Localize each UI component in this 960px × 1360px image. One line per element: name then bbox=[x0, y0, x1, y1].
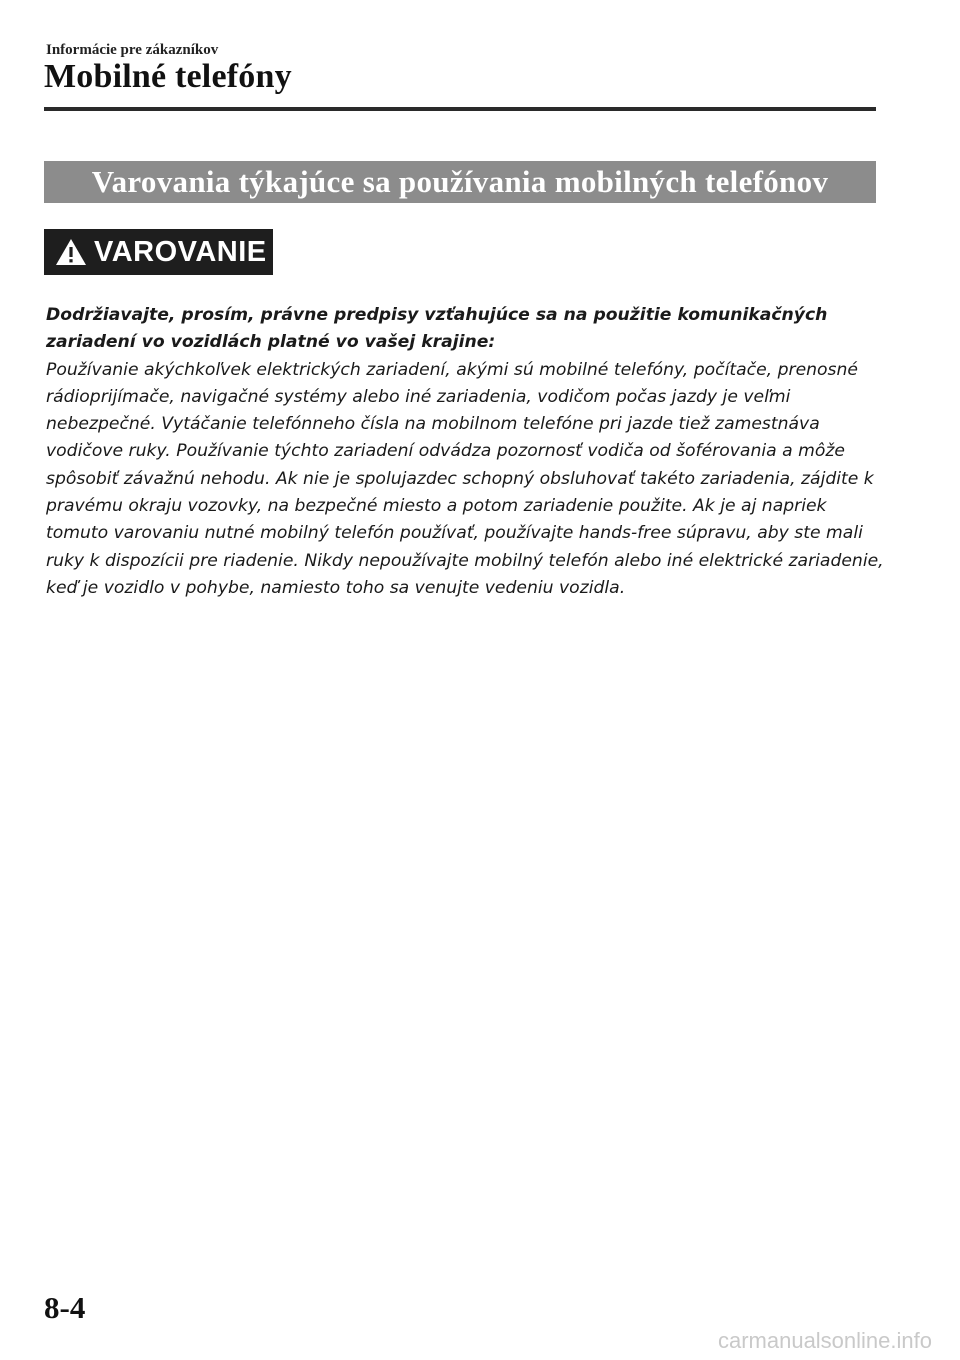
watermark: carmanualsonline.info bbox=[717, 1328, 932, 1353]
chapter-title: Mobilné telefóny bbox=[44, 58, 292, 95]
section-label: Informácie pre zákazníkov bbox=[46, 42, 219, 58]
page-number: 8-4 bbox=[44, 1290, 86, 1325]
warning-body-text: Používanie akýchkoľvek elektrických zariadení, akými sú mobilné telefóny, počítače, prenosné rádioprijímače, navigačné systémy alebo iné zariadenia, vodičom počas jazdy je veľmi nebezpečné. Vytáčanie telefónneho čísla na mobilnom telefóne pri jazde tiež zamestnáva vodičove ruky. Používanie týchto zariadení odvádza pozornosť vodiča od šoférovania a môže spôsobiť závažnú nehodu. Ak nie je spolujazdec schopný obsluhovať takéto zariadenia, zájdite k pravému okraju vozovky, na bezpečné miesto a potom zariadenie použite. Ak je aj napriek tomuto varovaniu nutné mobilný telefón používať, používajte hands-free súpravu, aby ste mali ruky k dispozícii pre riadenie. Nikdy nepoužívajte mobilný telefón alebo iné elektrické zariadenie, keď je vozidlo v pohybe, namiesto toho sa venujte vedeniu vozidla. bbox=[46, 359, 884, 598]
warning-body bbox=[46, 302, 886, 602]
section-heading: Varovania týkajúce sa používania mobilných telefónov bbox=[91, 164, 829, 199]
warning-lead-text: Dodržiavajte, prosím, právne predpisy vzťahujúce sa na použitie komunikačných zariadení vo vozidlách platné vo vašej krajine: bbox=[46, 305, 828, 353]
warning-triangle-icon bbox=[54, 237, 88, 267]
warning-label: VAROVANIE bbox=[94, 235, 267, 268]
header-rule bbox=[44, 107, 876, 111]
warning-badge bbox=[44, 229, 273, 275]
section-heading-band bbox=[44, 161, 876, 203]
